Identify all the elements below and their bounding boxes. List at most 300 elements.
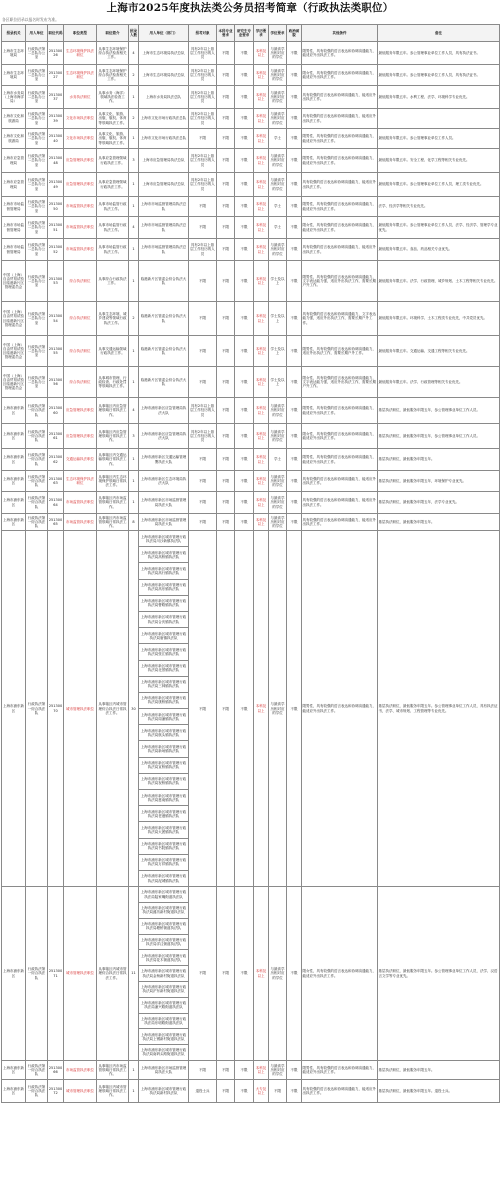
desc-cell: 从事辖区内城市管理领域日常执法工作。 [97, 1079, 129, 1102]
unit-cell: 行政执法第二总队办公室 [26, 261, 48, 302]
condition-cell: 具有较强的语言表达和协调沟通能力，能适应外出执法工作。 [302, 109, 378, 129]
code-cell: 25130066 [48, 1060, 64, 1079]
edu-cell: 本科及以上 [254, 531, 269, 887]
grad-major-cell: 不限 [235, 173, 254, 197]
code-cell: 25130051 [48, 217, 64, 239]
party-cell: 不限 [287, 261, 302, 302]
code-cell: 25130052 [48, 239, 64, 261]
page-title: 上海市2025年度执法类公务员招考简章（行政执法类职位） [106, 2, 394, 14]
major-cell: 不限 [217, 109, 235, 129]
degree-cell: 不限 [269, 1079, 287, 1102]
condition-cell: 具有较强的语言表达和协调沟通能力，能适应外出执法工作。 [302, 239, 378, 261]
major-cell: 不限 [217, 1079, 235, 1102]
remark-cell: 基层执法职位，最低服务年限五年，参公管理事业单位工作人员。 [378, 424, 500, 449]
condition-cell: 限男性，具有较强的语言表达和协调沟通能力，能适应外出执法工作。 [302, 42, 378, 65]
org-cell: 中国（上海）自由贸易试验区临港新片区管理委员会 [2, 367, 26, 398]
remark-cell: 最低服务年限五年。环境科学、土木工程类专业优先，中共党员优先。 [378, 302, 500, 336]
table-row [2, 197, 500, 217]
degree-cell: 学士 [269, 449, 287, 471]
party-cell: 不限 [287, 42, 302, 65]
degree-cell: 与最高学历相对应的学位 [269, 42, 287, 65]
org-cell: 上海市浦东新区 [2, 398, 26, 424]
edu-cell: 本科及以上 [254, 367, 269, 398]
target-cell: 不限 [189, 471, 217, 492]
target-cell: 不限 [189, 449, 217, 471]
unit-cell: 行政执法第一综合执法队 [26, 398, 48, 424]
dept-cell: 上海市应急管理局执法总队 [139, 173, 189, 197]
unit-cell: 行政执法第一综合执法队 [26, 424, 48, 449]
count-cell: 4 [129, 398, 139, 424]
major-cell: 不限 [217, 261, 235, 302]
party-cell: 不限 [287, 1060, 302, 1079]
condition-cell: 具有较强的语言表达和协调沟通能力，能适应外出执法工作。 [302, 173, 378, 197]
code-cell: 25130060 [48, 398, 64, 424]
count-cell: 1 [129, 173, 139, 197]
dept-cell: 上海市浦东新区市场监督管理局执法大队 [139, 1060, 189, 1079]
degree-cell: 学士及以上 [269, 302, 287, 336]
table-row [2, 65, 500, 86]
unit-cell: 行政执法第二总队办公室 [26, 129, 48, 149]
count-cell: 1 [129, 86, 139, 109]
dept-cell: 上海市浦东新区城市管理行政执法局万祥镇执法队 [139, 854, 189, 870]
remark-cell: 基层执法职位，最低服务年限五年。退役士兵。 [378, 1079, 500, 1102]
dept-cell: 上海市浦东新区城市管理行政执法局北蔡镇执法队 [139, 660, 189, 676]
table-row [2, 302, 500, 336]
desc-cell: 从事生态环境保护综合执法检查相关工作。 [97, 65, 129, 86]
target-cell: 具有2年以上基层工作经历的人员 [189, 86, 217, 109]
desc-cell: 从事辖区内城市管理综合执法日常执法工作。 [97, 531, 129, 887]
dept-cell: 上海市浦东新区城市管理行政执法局老港镇执法队 [139, 806, 189, 822]
grad-major-cell: 不限 [235, 531, 254, 887]
remark-cell: 法学、经济学等相关专业优先。 [378, 197, 500, 217]
party-cell: 不限 [287, 449, 302, 471]
table-row [2, 514, 500, 531]
edu-cell: 本科及以上 [254, 887, 269, 1061]
type-cell: 市场监管执法职位 [64, 492, 97, 514]
major-cell: 不限 [217, 129, 235, 149]
desc-cell: 从事应急管理领域行政执法工作。 [97, 149, 129, 173]
dept-cell: 上海市市场监督管理局执法总队 [139, 239, 189, 261]
dept-cell: 上海市浦东新区城市管理行政执法局高行镇执法队 [139, 563, 189, 579]
unit-cell: 行政执法第二总队办公室 [26, 173, 48, 197]
major-cell: 不限 [217, 42, 235, 65]
org-cell: 上海市浦东新区 [2, 449, 26, 471]
desc-cell: 从事辖区内市场监管领域日常执法工作。 [97, 514, 129, 531]
edu-cell: 本科及以上 [254, 1060, 269, 1079]
unit-cell: 行政执法第一综合执法队 [26, 1060, 48, 1079]
org-cell: 上海市浦东新区 [2, 531, 26, 887]
target-cell: 不限 [189, 514, 217, 531]
remark-cell: 基层执法职位，最低服务年限五年，参公管理事业单位工作人员。 [378, 398, 500, 424]
dept-cell: 上海市浦东新区城市管理行政执法局金杨新村街道执法队 [139, 966, 189, 982]
grad-major-cell: 不限 [235, 336, 254, 367]
edu-cell: 本科及以上 [254, 449, 269, 471]
dept-cell: 上海市浦东新区城市管理行政执法局合庆镇执法队 [139, 611, 189, 627]
dept-cell: 上海市文化市场行政执法总队 [139, 109, 189, 129]
dept-cell: 上海市浦东新区应急管理局执法大队 [139, 424, 189, 449]
type-cell: 应急管理执法职位 [64, 424, 97, 449]
dept-cell: 上海市水务局执法总队 [139, 86, 189, 109]
edu-cell: 本科及以上 [254, 217, 269, 239]
degree-cell: 与最高学历相对应的学位 [269, 173, 287, 197]
dept-cell: 上海市浦东新区城市管理行政执法局新村执法队 [139, 1079, 189, 1102]
target-cell: 不限 [189, 1060, 217, 1079]
major-cell: 不限 [217, 492, 235, 514]
code-cell: 25130050 [48, 197, 64, 217]
dept-cell: 上海市浦东新区城市管理行政执法局唐镇执法队 [139, 628, 189, 644]
major-cell: 不限 [217, 239, 235, 261]
party-cell: 不限 [287, 336, 302, 367]
column-header: 学位要求 [269, 25, 287, 42]
type-cell: 市场监管执法职位 [64, 239, 97, 261]
unit-cell: 行政执法第二总队办公室 [26, 109, 48, 129]
desc-cell: 从事城市管理、行政检查、行政处罚等领域执法工作。 [97, 367, 129, 398]
count-cell: 1 [129, 239, 139, 261]
remark-cell: 基层执法职位，最低服务年限五年。参公管理事业单位工作人员，法学、汉语言文学等专业优先。 [378, 887, 500, 1061]
major-cell: 不限 [217, 197, 235, 217]
degree-cell: 与最高学历相对应的学位 [269, 86, 287, 109]
party-cell: 不限 [287, 424, 302, 449]
org-cell: 上海市浦东新区 [2, 471, 26, 492]
grad-major-cell: 不限 [235, 129, 254, 149]
code-cell: 25130062 [48, 449, 64, 471]
dept-cell: 上海市浦东新区城市管理行政执法局祝桥镇执法队 [139, 773, 189, 789]
degree-cell: 与最高学历相对应的学位 [269, 887, 287, 1061]
type-cell: 综合执法职位 [64, 367, 97, 398]
code-cell: 25130048 [48, 149, 64, 173]
org-cell: 上海市浦东新区 [2, 424, 26, 449]
type-cell: 应急管理执法职位 [64, 173, 97, 197]
remark-cell: 最低服务年限五年。食品、药品相关专业优先。 [378, 239, 500, 261]
dept-cell: 上海市生态环境局执法总队 [139, 42, 189, 65]
dept-cell: 上海市浦东新区城市管理行政执法局洋泾街道执法队 [139, 934, 189, 950]
degree-cell: 学士及以上 [269, 367, 287, 398]
condition-cell: 具有较强的语言表达和协调沟通能力，能适应外出执法工作。 [302, 492, 378, 514]
party-cell: 不限 [287, 65, 302, 86]
edu-cell: 本科及以上 [254, 239, 269, 261]
dept-cell: 上海市浦东新区城市管理行政执法局高桥镇执法队 [139, 547, 189, 563]
count-cell: 1 [129, 1079, 139, 1102]
header-row [2, 25, 500, 42]
major-cell: 不限 [217, 367, 235, 398]
grad-major-cell: 不限 [235, 302, 254, 336]
column-header: 招录人数 [129, 25, 139, 42]
count-cell: 1 [129, 129, 139, 149]
count-cell: 1 [129, 261, 139, 302]
count-cell: 2 [129, 109, 139, 129]
unit-cell: 行政执法第二总队办公室 [26, 42, 48, 65]
desc-cell: 从事市场监管行政执法工作。 [97, 239, 129, 261]
target-cell: 不限 [189, 531, 217, 887]
remark-cell: 基层执法职位，最低服务年限五年。 [378, 449, 500, 471]
party-cell: 不限 [287, 492, 302, 514]
grad-major-cell: 不限 [235, 65, 254, 86]
unit-cell: 行政执法第一综合执法队 [26, 887, 48, 1061]
major-cell: 不限 [217, 149, 235, 173]
degree-cell: 与最高学历相对应的学位 [269, 1060, 287, 1079]
major-cell: 不限 [217, 471, 235, 492]
grad-major-cell: 不限 [235, 239, 254, 261]
party-cell: 不限 [287, 398, 302, 424]
condition-cell: 具有较强的语言表达和协调沟通能力，文字表达能力强，适应外出执法工作，需要长期户外工作。 [302, 302, 378, 336]
unit-cell: 行政执法第二总队办公室 [26, 217, 48, 239]
org-cell: 中国（上海）自由贸易试验区临港新片区管理委员会 [2, 261, 26, 302]
grad-major-cell: 不限 [235, 1060, 254, 1079]
column-header: 招录机关 [2, 25, 26, 42]
condition-cell: 限男性，具有较强的语言表达和协调沟通能力，能适应外出执法工作。 [302, 1060, 378, 1079]
target-cell: 具有2年以上基层工作经历的人员 [189, 65, 217, 86]
degree-cell: 学士及以上 [269, 261, 287, 302]
count-cell: 1 [129, 1060, 139, 1079]
dept-cell: 上海市浦东新区城市管理行政执法局康桥镇执法队 [139, 692, 189, 708]
dept-cell: 上海市浦东新区城市管理行政执法局泥城镇执法队 [139, 870, 189, 886]
edu-cell: 本科及以上 [254, 129, 269, 149]
condition-cell: 具有较强的语言表达和协调沟通能力，能适应外出执法工作。 [302, 471, 378, 492]
remark-cell: 最低服务年限五年。参公管理事业单位工作人员，法学、经济学、管理学专业优先。 [378, 217, 500, 239]
dept-cell: 临港新片区管委会综合执法大队 [139, 302, 189, 336]
column-header: 备注 [378, 25, 500, 42]
edu-cell: 本科及以上 [254, 492, 269, 514]
degree-cell: 与最高学历相对应的学位 [269, 424, 287, 449]
type-cell: 交通运输执法职位 [64, 449, 97, 471]
unit-cell: 行政执法第二总队办公室 [26, 239, 48, 261]
type-cell: 市场监管执法职位 [64, 197, 97, 217]
code-cell: 25130040 [48, 129, 64, 149]
party-cell: 不限 [287, 217, 302, 239]
party-cell: 不限 [287, 197, 302, 217]
target-cell: 不限 [189, 129, 217, 149]
org-cell: 上海市浦东新区 [2, 1060, 26, 1079]
dept-cell: 临港新片区管委会综合执法大队 [139, 261, 189, 302]
column-header: 用人单位（部门） [139, 25, 189, 42]
dept-cell: 上海市文化市场行政执法总队 [139, 129, 189, 149]
major-cell: 不限 [217, 1060, 235, 1079]
target-cell: 具有2年以上基层工作经历的人员 [189, 424, 217, 449]
count-cell: 11 [129, 887, 139, 1061]
unit-cell: 行政执法第一综合执法队 [26, 492, 48, 514]
unit-cell: 行政执法第一综合执法队 [26, 449, 48, 471]
remark-cell [378, 109, 500, 129]
code-cell: 25130039 [48, 109, 64, 129]
major-cell: 不限 [217, 302, 235, 336]
type-cell: 综合执法职位 [64, 302, 97, 336]
type-cell: 应急管理执法职位 [64, 398, 97, 424]
type-cell: 城市管理执法职位 [64, 887, 97, 1061]
target-cell: 不限 [189, 887, 217, 1061]
org-cell: 上海市文化和旅游局 [2, 109, 26, 129]
type-cell: 生态环境保护执法职位 [64, 42, 97, 65]
degree-cell: 与最高学历相对应的学位 [269, 398, 287, 424]
org-cell: 上海市市场监督管理局 [2, 197, 26, 217]
dept-cell: 上海市浦东新区城市管理行政执法局塘桥街道执法队 [139, 918, 189, 934]
target-cell: 不限 [189, 367, 217, 398]
org-cell: 中国（上海）自由贸易试验区临港新片区管理委员会 [2, 336, 26, 367]
count-cell: 3 [129, 424, 139, 449]
dept-cell: 上海市浦东新区城市管理行政执法局沪东新村街道执法队 [139, 981, 189, 997]
remark-cell: 基层执法职位，最低服务年限五年，环境保护专业优先。 [378, 471, 500, 492]
table-row [2, 261, 500, 302]
grad-major-cell: 不限 [235, 471, 254, 492]
column-header: 职位简介 [97, 25, 129, 42]
remark-cell: 基层执法职位，最低服务年限五年。 [378, 1060, 500, 1079]
dept-cell: 上海市浦东新区交通运输管理署执法大队 [139, 449, 189, 471]
target-cell: 不限 [189, 217, 217, 239]
org-cell: 上海市生态环境局 [2, 65, 26, 86]
code-cell: 25130070 [48, 531, 64, 887]
major-cell: 不限 [217, 449, 235, 471]
dept-cell: 上海市浦东新区城市管理行政执法局新场镇执法队 [139, 741, 189, 757]
degree-cell: 学士 [269, 197, 287, 217]
type-cell: 综合执法职位 [64, 261, 97, 302]
edu-cell: 本科及以上 [254, 471, 269, 492]
major-cell: 不限 [217, 424, 235, 449]
org-cell: 上海市应急管理局 [2, 149, 26, 173]
table-row [2, 86, 500, 109]
edu-cell: 大专及以上 [254, 1079, 269, 1102]
type-cell: 生态环境保护执法职位 [64, 65, 97, 86]
edu-cell: 本科及以上 [254, 197, 269, 217]
table-row [2, 1079, 500, 1102]
count-cell: 1 [129, 492, 139, 514]
dept-cell: 上海市应急管理局执法总队 [139, 149, 189, 173]
major-cell: 不限 [217, 173, 235, 197]
unit-cell: 行政执法第二总队办公室 [26, 302, 48, 336]
type-cell: 文化市场执法职位 [64, 129, 97, 149]
desc-cell: 从事市场监管行政执法工作。 [97, 197, 129, 217]
edu-cell: 本科及以上 [254, 302, 269, 336]
column-header: 本科专业要求 [217, 25, 235, 42]
condition-cell: 限女性，具有较强的语言表达和协调沟通能力，能适应外出执法工作。 [302, 65, 378, 86]
org-cell: 上海市浦东新区 [2, 1079, 26, 1102]
unit-cell: 行政执法第一综合执法队 [26, 1079, 48, 1102]
column-header: 职位代码 [48, 25, 64, 42]
code-cell: 25130061 [48, 424, 64, 449]
count-cell: 8 [129, 514, 139, 531]
type-cell: 水务执法职位 [64, 86, 97, 109]
desc-cell: 从事生态环境保护综合执法检查相关工作。 [97, 42, 129, 65]
dept-cell: 上海市浦东新区城市管理行政执法局潍坊新村街道执法队 [139, 902, 189, 918]
dept-cell: 上海市浦东新区城市管理行政执法局大团镇执法队 [139, 822, 189, 838]
dept-cell: 临港新片区管委会综合执法大队 [139, 336, 189, 367]
dept-cell: 上海市市场监督管理局执法总队 [139, 197, 189, 217]
party-cell: 不限 [287, 239, 302, 261]
desc-cell: 从事市场监管行政执法工作。 [97, 217, 129, 239]
dept-cell: 临港新片区管委会综合执法大队 [139, 367, 189, 398]
party-cell: 不限 [287, 149, 302, 173]
degree-cell: 学士 [269, 217, 287, 239]
table-row [2, 471, 500, 492]
code-cell: 25130037 [48, 86, 64, 109]
unit-cell: 行政执法第一综合执法队 [26, 531, 48, 887]
target-cell: 退役士兵 [189, 1079, 217, 1102]
grad-major-cell: 不限 [235, 398, 254, 424]
condition-cell: 限男性，具有较强的语言表达和协调沟通能力，能适应外出执法工作。 [302, 149, 378, 173]
table-row [2, 173, 500, 197]
dept-cell: 上海市浦东新区城市管理行政执法局高东镇执法队 [139, 579, 189, 595]
party-cell: 不限 [287, 86, 302, 109]
edu-cell: 本科及以上 [254, 398, 269, 424]
remark-cell: 最低服务年限五年。法学、行政管理、城乡规划、土木工程等相关专业优先。 [378, 261, 500, 302]
type-cell: 生态环境保护执法职位 [64, 471, 97, 492]
table-row [2, 129, 500, 149]
grad-major-cell: 不限 [235, 887, 254, 1061]
degree-cell: 学士 [269, 129, 287, 149]
target-cell: 不限 [189, 261, 217, 302]
grad-major-cell: 不限 [235, 197, 254, 217]
type-cell: 综合执法职位 [64, 336, 97, 367]
column-header: 政治面貌 [287, 25, 302, 42]
edu-cell: 本科及以上 [254, 424, 269, 449]
code-cell: 25130063 [48, 471, 64, 492]
table-row [2, 336, 500, 367]
party-cell: 不限 [287, 109, 302, 129]
remark-cell: 最低服务年限五年。法学、行政管理等相关专业优先。 [378, 367, 500, 398]
party-cell: 不限 [287, 1079, 302, 1102]
table-row [2, 109, 500, 129]
org-cell: 上海市浦东新区 [2, 492, 26, 514]
count-cell: 3 [129, 149, 139, 173]
type-cell: 市场监管执法职位 [64, 1060, 97, 1079]
desc-cell: 从事综合行政执法工作。 [97, 261, 129, 302]
dept-cell: 上海市浦东新区城市管理行政执法局东明路街道执法队 [139, 1013, 189, 1029]
count-cell: 1 [129, 197, 139, 217]
desc-cell: 从事辖区内市场监管领域日常执法工作。 [97, 1060, 129, 1079]
remark-cell: 最低服务年限五年。安全工程、化学工程等相关专业优先。 [378, 149, 500, 173]
count-cell: 1 [129, 367, 139, 398]
type-cell: 市场监管执法职位 [64, 217, 97, 239]
org-cell: 上海市市场监督管理局 [2, 217, 26, 239]
count-cell: 4 [129, 42, 139, 65]
condition-cell: 限男性，具有较强的语言表达和协调沟通能力，文字表达能力强，适应外出执法工作，需要长期户外工作。 [302, 261, 378, 302]
unit-cell: 行政执法第二总队办公室 [26, 65, 48, 86]
column-header: 招考对象 [189, 25, 217, 42]
unit-cell: 行政执法第一综合执法队 [26, 471, 48, 492]
code-cell: 25130056 [48, 367, 64, 398]
unit-cell: 行政执法第二总队办公室 [26, 86, 48, 109]
party-cell: 不限 [287, 471, 302, 492]
table-row [2, 424, 500, 449]
unit-cell: 行政执法第二总队办公室 [26, 367, 48, 398]
table-row [2, 217, 500, 239]
edu-cell: 本科及以上 [254, 514, 269, 531]
org-cell: 上海市市场监督管理局 [2, 239, 26, 261]
dept-cell: 上海市浦东新区城市管理行政执法局花木街道执法队 [139, 950, 189, 966]
grad-major-cell: 不限 [235, 86, 254, 109]
code-cell: 25130053 [48, 261, 64, 302]
dept-cell: 上海市浦东新区市场监督管理局执法大队 [139, 492, 189, 514]
grad-major-cell: 不限 [235, 42, 254, 65]
count-cell: 1 [129, 336, 139, 367]
column-header: 用人单位 [26, 25, 48, 42]
dept-cell: 上海市浦东新区城市管理行政执法局浦兴路街道执法队 [139, 997, 189, 1013]
dept-cell: 上海市浦东新区城市管理行政执法局三林镇执法队 [139, 676, 189, 692]
dept-cell: 上海市浦东新区城市管理行政执法局南码头路街道执法队 [139, 1045, 189, 1061]
degree-cell: 与最高学历相对应的学位 [269, 65, 287, 86]
degree-cell: 与最高学历相对应的学位 [269, 492, 287, 514]
condition-cell: 限女性，具有较强的语言表达和协调沟通能力，能适应外出执法工作。 [302, 217, 378, 239]
edu-cell: 本科及以上 [254, 109, 269, 129]
unit-cell: 行政执法第二总队办公室 [26, 197, 48, 217]
type-cell: 应急管理执法职位 [64, 149, 97, 173]
column-header: 学历要求 [254, 25, 269, 42]
dept-cell: 上海市生态环境局执法总队 [139, 65, 189, 86]
org-cell: 上海市应急管理局 [2, 173, 26, 197]
target-cell: 不限 [189, 302, 217, 336]
condition-cell: 限男性，具有较强的语言表达和协调沟通能力，能适应外出执法工作。 [302, 398, 378, 424]
desc-cell: 从事生态环境、城乡建设等领域行政执法工作。 [97, 302, 129, 336]
condition-cell: 限男性，具有较强的语言表达和协调沟通能力，能适应外出执法工作。 [302, 531, 378, 887]
table-row [2, 1060, 500, 1079]
